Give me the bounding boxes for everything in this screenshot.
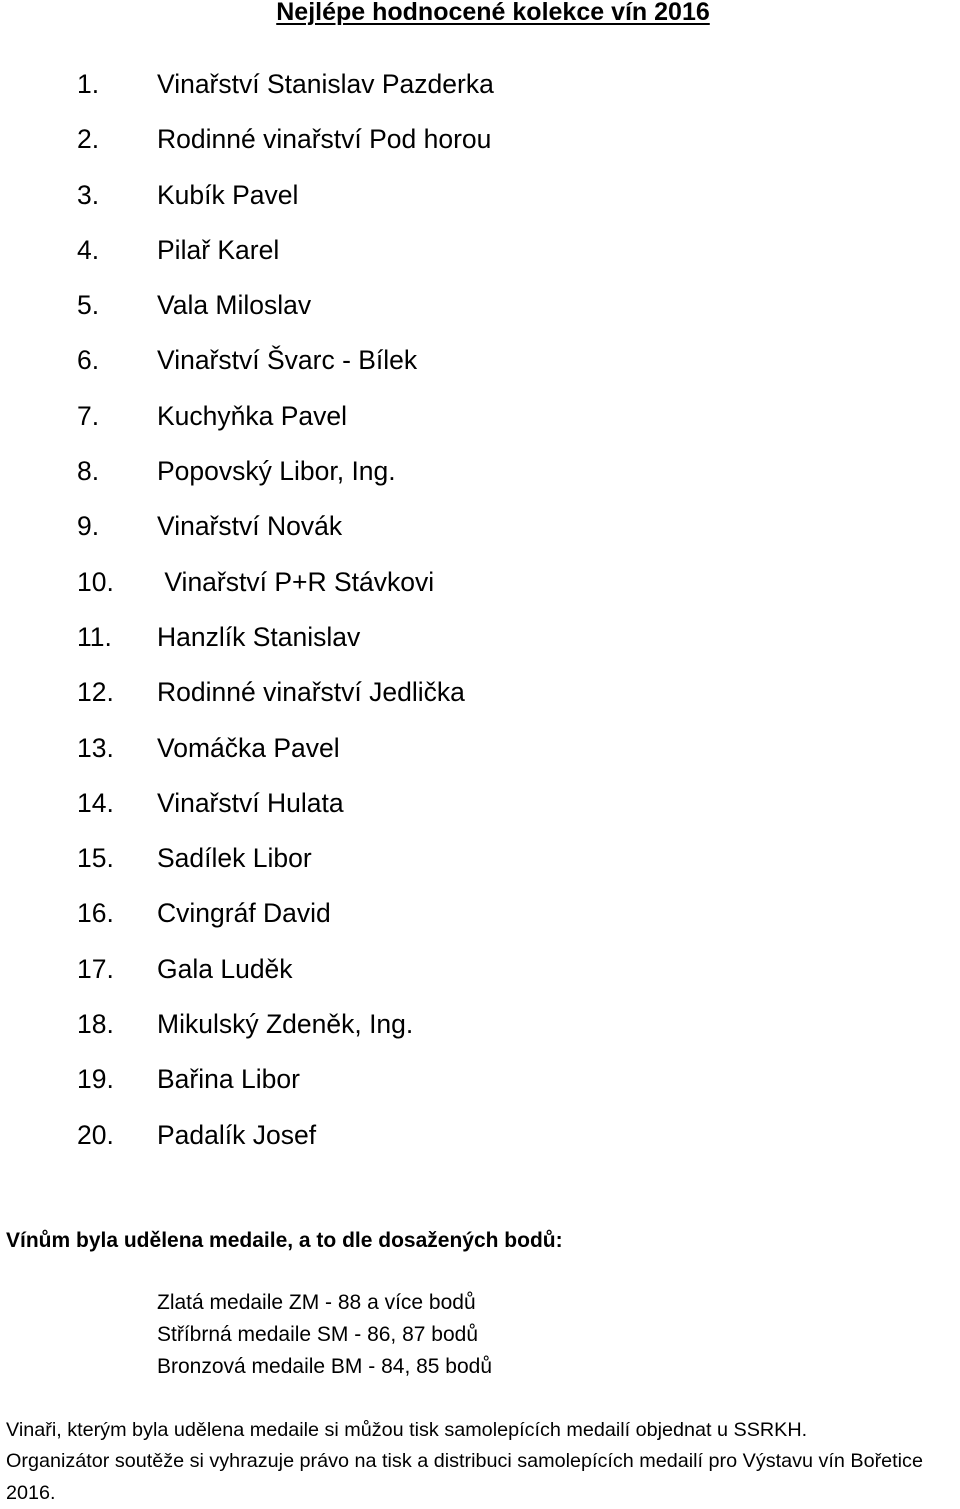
- winery-name: Vomáčka Pavel: [157, 732, 340, 763]
- ranking-number: 16.: [77, 898, 114, 929]
- winery-name: Hanzlík Stanislav: [157, 621, 361, 652]
- ranking-number: 20.: [77, 1119, 114, 1150]
- ranking-number: 15.: [77, 843, 114, 874]
- winery-name: Vinařství Stanislav Pazderka: [157, 69, 494, 99]
- medal-gold-criteria: Zlatá medaile ZM - 88 a více bodů: [157, 1291, 476, 1314]
- winery-name: Kuchyňka Pavel: [157, 400, 348, 431]
- ranking-number: 14.: [77, 787, 114, 818]
- winery-name: Mikulský Zdeněk, Ing.: [157, 1009, 414, 1040]
- winery-name: Rodinné vinařství Pod horou: [157, 124, 492, 155]
- ranking-number: 4.: [77, 234, 100, 265]
- organizer-rights-note: Organizátor soutěže si vyhrazuje právo na tisk a distribuci samolepících medailí pro Výstavu vín Bořetice 2016.: [6, 1450, 923, 1504]
- winery-name: Pilař Karel: [157, 234, 280, 265]
- medals-heading: Vínům byla udělena medaile, a to dle dosažených bodů:: [6, 1229, 563, 1252]
- winery-name: Padalík Josef: [157, 1119, 317, 1150]
- page-title: Nejlépe hodnocené kolekce vín 2016: [276, 0, 710, 26]
- ranking-number: 17.: [77, 953, 114, 984]
- winery-name: Kubík Pavel: [157, 179, 299, 210]
- ranking-number: 5.: [77, 290, 100, 321]
- ranking-number: 2.: [77, 124, 100, 155]
- ranking-number: 11.: [77, 621, 112, 652]
- winery-name: Popovský Libor, Ing.: [157, 456, 396, 487]
- winery-name: Cvingráf David: [157, 898, 331, 929]
- ranking-number: 19.: [77, 1064, 114, 1095]
- medal-silver-criteria: Stříbrná medaile SM - 86, 87 bodů: [157, 1323, 479, 1346]
- ranking-number: 3.: [77, 179, 100, 210]
- winery-name: Vala Miloslav: [157, 290, 312, 321]
- winery-name: Gala Luděk: [157, 953, 293, 984]
- winery-name: Rodinné vinařství Jedlička: [157, 677, 465, 708]
- ranking-number: 13.: [77, 732, 114, 763]
- winery-name: Bařina Libor: [157, 1064, 300, 1095]
- winery-name: Sadílek Libor: [157, 843, 312, 874]
- winery-name: Vinařství P+R Stávkovi: [157, 566, 435, 597]
- ranking-number: 7.: [77, 400, 100, 431]
- ranking-number: 8.: [77, 456, 100, 487]
- ranking-number: 18.: [77, 1009, 114, 1040]
- ranking-number: 10.: [77, 566, 114, 597]
- winery-name: Vinařství Hulata: [157, 787, 344, 818]
- ranking-number: 1.: [77, 69, 100, 99]
- winery-name: Vinařství Švarc - Bílek: [157, 345, 418, 376]
- ranking-number: 6.: [77, 345, 100, 376]
- medal-criteria-list: [157, 1287, 492, 1383]
- ranking-number: 9.: [77, 511, 100, 542]
- winery-name: Vinařství Novák: [157, 511, 343, 542]
- sticker-order-note: Vinaři, kterým byla udělena medaile si můžou tisk samolepících medailí objednat u SSRKH.: [6, 1419, 808, 1441]
- ranking-number: 12.: [77, 677, 114, 708]
- medal-bronze-criteria: Bronzová medaile BM - 84, 85 bodů: [157, 1355, 493, 1378]
